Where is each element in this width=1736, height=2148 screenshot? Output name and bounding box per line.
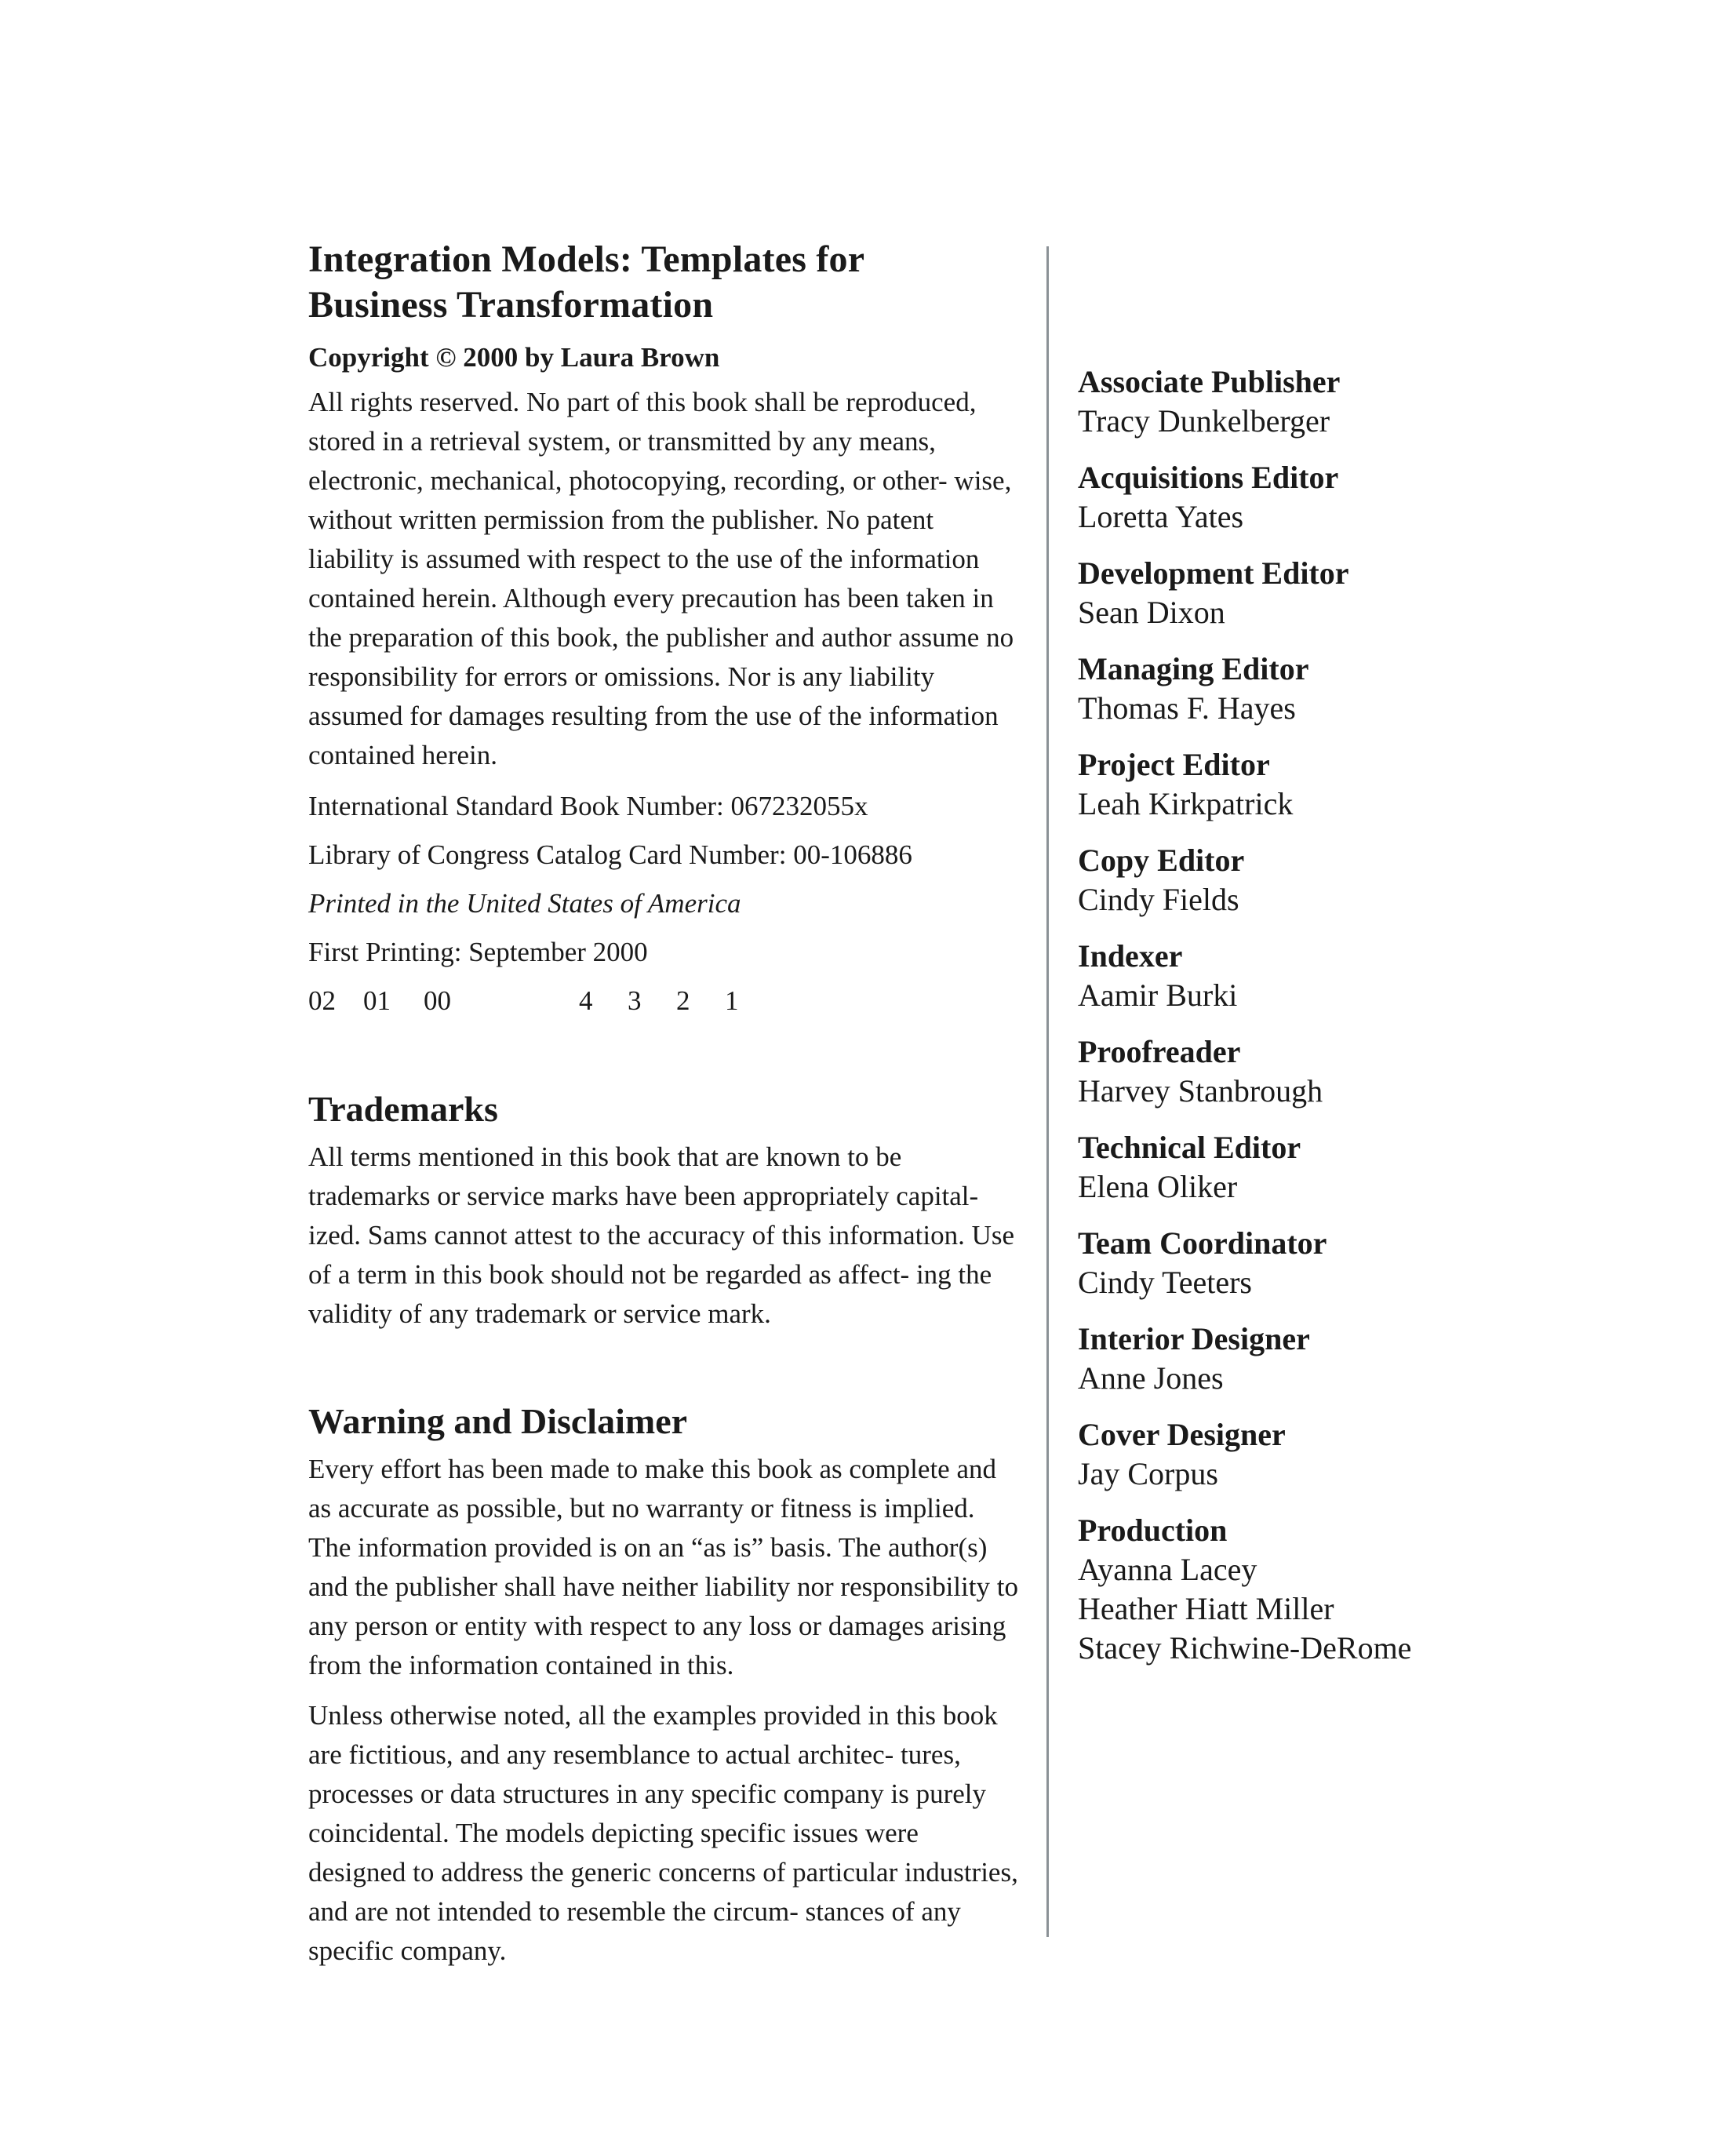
credit-role: Cover Designer [1078, 1417, 1286, 1452]
credit-role: Team Coordinator [1078, 1225, 1327, 1261]
copyright-main-column [308, 237, 1022, 1971]
credit-name: Cindy Fields [1078, 882, 1239, 917]
book-title [308, 237, 1022, 328]
credit-role: Managing Editor [1078, 651, 1309, 686]
credit-name: Loretta Yates [1078, 499, 1244, 534]
credit-name: Stacey Richwine-DeRome [1078, 1630, 1412, 1666]
first-printing-line: First Printing: September 2000 [308, 937, 648, 967]
credit-group [1078, 1224, 1627, 1302]
credit-name: Cindy Teeters [1078, 1265, 1252, 1300]
printing-number: 01 [363, 985, 391, 1016]
credit-name: Sean Dixon [1078, 595, 1225, 630]
credit-group [1078, 1415, 1627, 1494]
printing-number: 02 [308, 985, 336, 1016]
column-divider [1046, 246, 1049, 1937]
trademarks-heading: Trademarks [308, 1089, 498, 1129]
rights-paragraph: All rights reserved. No part of this book shall be reproduced, stored in a retrieval system, or transmitted by any means, electronic, mechanical, photocopying, recording, or other- wise, without written permission from the publisher. No patent liability is assumed with respect to the use of the information contained herein. Although every precaution has been taken in the preparation of this book, the publisher and author assume no responsibility for errors or omissions. Nor is any liability assumed for damages resulting from the use of the information contained herein. [308, 387, 1014, 770]
printing-number: 2 [676, 985, 690, 1016]
credit-group [1078, 1511, 1627, 1668]
printing-number: 00 [424, 985, 451, 1016]
printing-numbers [308, 984, 1022, 1018]
credit-group [1078, 458, 1627, 537]
credit-role: Development Editor [1078, 555, 1349, 591]
credit-group [1078, 745, 1627, 824]
credit-role: Project Editor [1078, 747, 1270, 782]
credit-role: Associate Publisher [1078, 364, 1341, 399]
credits-column [1078, 362, 1627, 1685]
warning-body-1: Every effort has been made to make this book as complete and as accurate as possible, but no warranty or fitness is implied. The information provided is on an “as is” basis. The author(s) and the publisher shall have neither liability nor responsibility to any person or entity with respect to any loss or damages arising from the information contained in this. [308, 1454, 1018, 1680]
credit-role: Production [1078, 1513, 1228, 1548]
credit-role: Indexer [1078, 938, 1183, 974]
credit-group [1078, 650, 1627, 728]
isbn-line: International Standard Book Number: 067232055x [308, 791, 868, 821]
warning-heading: Warning and Disclaimer [308, 1401, 688, 1441]
credit-group [1078, 841, 1627, 919]
credit-role: Acquisitions Editor [1078, 460, 1339, 495]
book-title-line-1: Integration Models: Templates for [308, 238, 865, 280]
book-title-line-2: Business Transformation [308, 284, 714, 326]
credit-name: Ayanna Lacey [1078, 1552, 1257, 1587]
credit-role: Technical Editor [1078, 1130, 1301, 1165]
credit-group [1078, 1032, 1627, 1111]
credit-name: Harvey Stanbrough [1078, 1073, 1323, 1109]
printing-number: 1 [725, 985, 739, 1016]
credit-group [1078, 1128, 1627, 1207]
credit-name: Thomas F. Hayes [1078, 690, 1296, 726]
printing-number: 3 [628, 985, 642, 1016]
credit-name: Anne Jones [1078, 1360, 1224, 1396]
credit-group [1078, 554, 1627, 632]
credit-group [1078, 1320, 1627, 1398]
printed-in-line: Printed in the United States of America [308, 888, 741, 919]
credit-group [1078, 937, 1627, 1015]
credit-role: Proofreader [1078, 1034, 1241, 1069]
credit-role: Interior Designer [1078, 1321, 1310, 1356]
loc-number-line: Library of Congress Catalog Card Number: 00-106886 [308, 839, 912, 870]
trademarks-body: All terms mentioned in this book that are known to be trademarks or service marks have been appropriately capital- ized. Sams cannot attest to the accuracy of this information. Use of a term in this book should not be regarded as affect- ing the validity of any trademark or service mark. [308, 1141, 1015, 1329]
credit-name: Jay Corpus [1078, 1456, 1218, 1491]
credit-name: Tracy Dunkelberger [1078, 403, 1330, 439]
credit-role: Copy Editor [1078, 843, 1245, 878]
credit-name: Leah Kirkpatrick [1078, 786, 1294, 821]
credit-name: Elena Oliker [1078, 1169, 1238, 1204]
warning-body-2: Unless otherwise noted, all the examples provided in this book are fictitious, and any resemblance to actual architec- tures, processes or data structures in any specific company is purely coincidental. The models depicting specific issues were designed to address the generic concerns of particular industries, and are not intended to resemble the circum- stances of any specific company. [308, 1700, 1018, 1966]
credit-name: Heather Hiatt Miller [1078, 1591, 1334, 1626]
printing-number: 4 [579, 985, 593, 1016]
copyright-notice: Copyright © 2000 by Laura Brown [308, 342, 720, 373]
credit-name: Aamir Burki [1078, 978, 1238, 1013]
credit-group [1078, 362, 1627, 441]
